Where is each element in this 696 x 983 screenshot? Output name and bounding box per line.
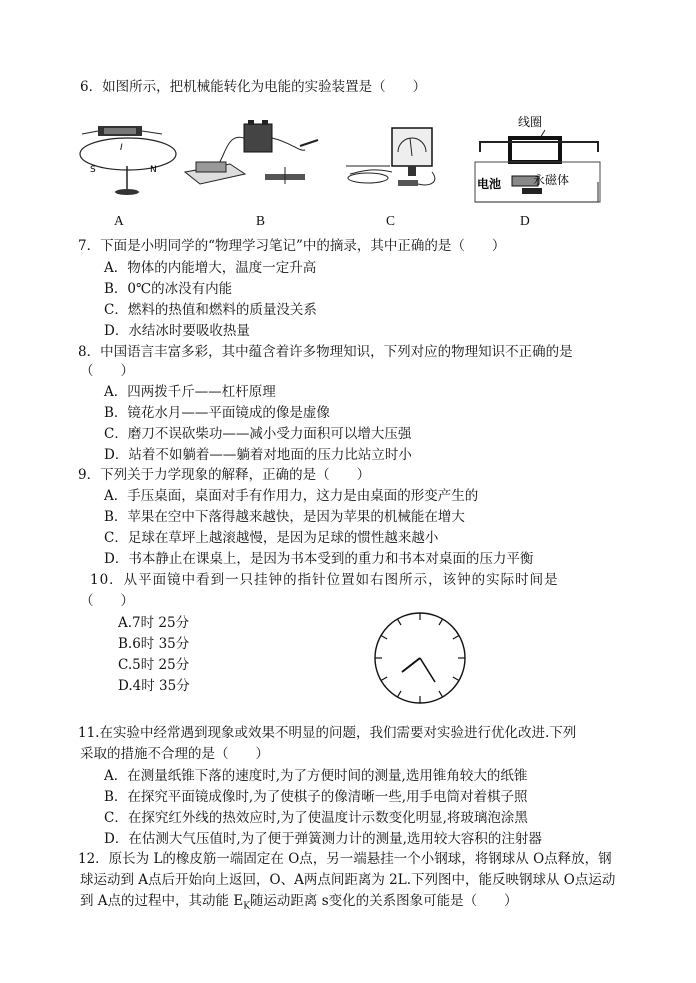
clock-figure [372,610,468,706]
q8-option-c: C．磨刀不误砍柴功——减小受力面积可以增大压强 [104,426,412,442]
clock-tick [398,619,402,625]
clock-tick [381,636,387,640]
svg-text:S: S [90,165,96,175]
q6-stem: 6．如图所示，把机械能转化为电能的实验装置是（ ） [80,79,427,95]
q7-option-b: B．0℃的冰没有内能 [104,281,233,297]
clock-tick [453,636,459,640]
clock-tick [439,619,443,625]
q10-option-d: D.4时 35分 [118,678,190,694]
q9-stem: 9．下列关于力学现象的解释，正确的是（ ） [78,467,371,483]
q9-option-d: D．书本静止在课桌上，是因为书本受到的重力和书本对桌面的压力平衡 [104,551,534,567]
figure-d-label: D [520,213,530,228]
clock-tick [439,691,443,697]
figure-b-label: B [256,213,266,228]
figure-c-galvanometer [346,128,435,186]
q8-stem: 8．中国语言丰富多彩，其中蕴含着许多物理知识，下列对应的物理知识不正确的是 [78,344,573,360]
q12-line2: 球运动到 A点后开始向上返回，O、A两点间距离为 2L.下列图中，能反映钢球从 O点运动 [80,872,616,888]
clock-tick [398,691,402,697]
figure-d-coil-magnet [475,114,600,202]
q7-option-d: D．水结冰时要吸收热量 [104,323,250,339]
q11-stem-cont: 采取的措施不合理的是（ ） [80,746,269,762]
svg-text:永磁体: 永磁体 [533,173,570,187]
q11-option-b: B．在探究平面镜成像时,为了使棋子的像清晰一些,用手电筒对着棋子照 [104,789,528,805]
clock-tick [453,677,459,681]
q11-option-c: C．在探究红外线的热效应时,为了使温度计示数变化明显,将玻璃泡涂黑 [104,810,528,826]
q8-option-b: B．镜花水月——平面镜成的像是虚像 [104,405,330,421]
q7-option-c: C．燃料的热值和燃料的质量没关系 [104,302,317,318]
q9-option-b: B．苹果在空中下落得越来越快，是因为苹果的机械能在增大 [104,509,465,525]
q11-option-d: D．在估测大气压值时,为了便于弹簧测力计的测量,选用较大容积的注射器 [104,831,542,847]
q10-stem-cont: （ ） [80,593,134,609]
q10-option-b: B.6时 35分 [118,636,190,652]
svg-text:N: N [150,165,157,175]
q11-option-a: A．在测量纸锥下落的速度时,为了方便时间的测量,选用锥角较大的纸锥 [104,768,528,784]
q11-stem: 11.在实验中经常遇到现象或效果不明显的问题，我们需要对实验进行优化改进.下列 [78,725,577,741]
q8-option-d: D．站着不如躺着——躺着对地面的压力比站立时小 [104,447,412,463]
q8-option-a: A．四两拨千斤——杠杆原理 [104,384,276,400]
figure-a-label: A [114,213,124,228]
svg-text:电池: 电池 [477,177,502,191]
q7-stem: 7．下面是小明同学的“物理学习笔记”中的摘录，其中正确的是（ ） [78,238,506,254]
q7-option-a: A．物体的内能增大，温度一定升高 [104,260,317,276]
q10-stem: 10．从平面镜中看到一只挂钟的指针位置如右图所示，该钟的实际时间是 [90,572,559,588]
figure-b-motor-circuit [185,120,318,184]
q9-option-c: C．足球在草坪上越滚越慢，是因为足球的惯性越来越小 [104,530,439,546]
q9-option-a: A．手压桌面，桌面对手有作用力，这力是由桌面的形变产生的 [104,488,479,504]
q6-figures [0,112,696,222]
q10-option-c: C.5时 25分 [118,657,190,673]
svg-text:线圈: 线圈 [518,115,543,129]
clock-tick [381,677,387,681]
figure-a-magnet-loop [80,126,176,195]
q10-option-a: A.7时 25分 [118,615,190,631]
q12-line1: 12．原长为 L的橡皮筋一端固定在 O点，另一端悬挂一个小钢球，将钢球从 O点释放，钢 [78,851,612,867]
q12-line3: 到 A点的过程中，其动能 $E_K$随运动距离 s变化的关系图象可能是（ ） [80,893,518,912]
svg-text:I: I [120,143,123,153]
q8-stem-cont: （ ） [80,363,134,379]
figure-c-label: C [386,213,396,228]
